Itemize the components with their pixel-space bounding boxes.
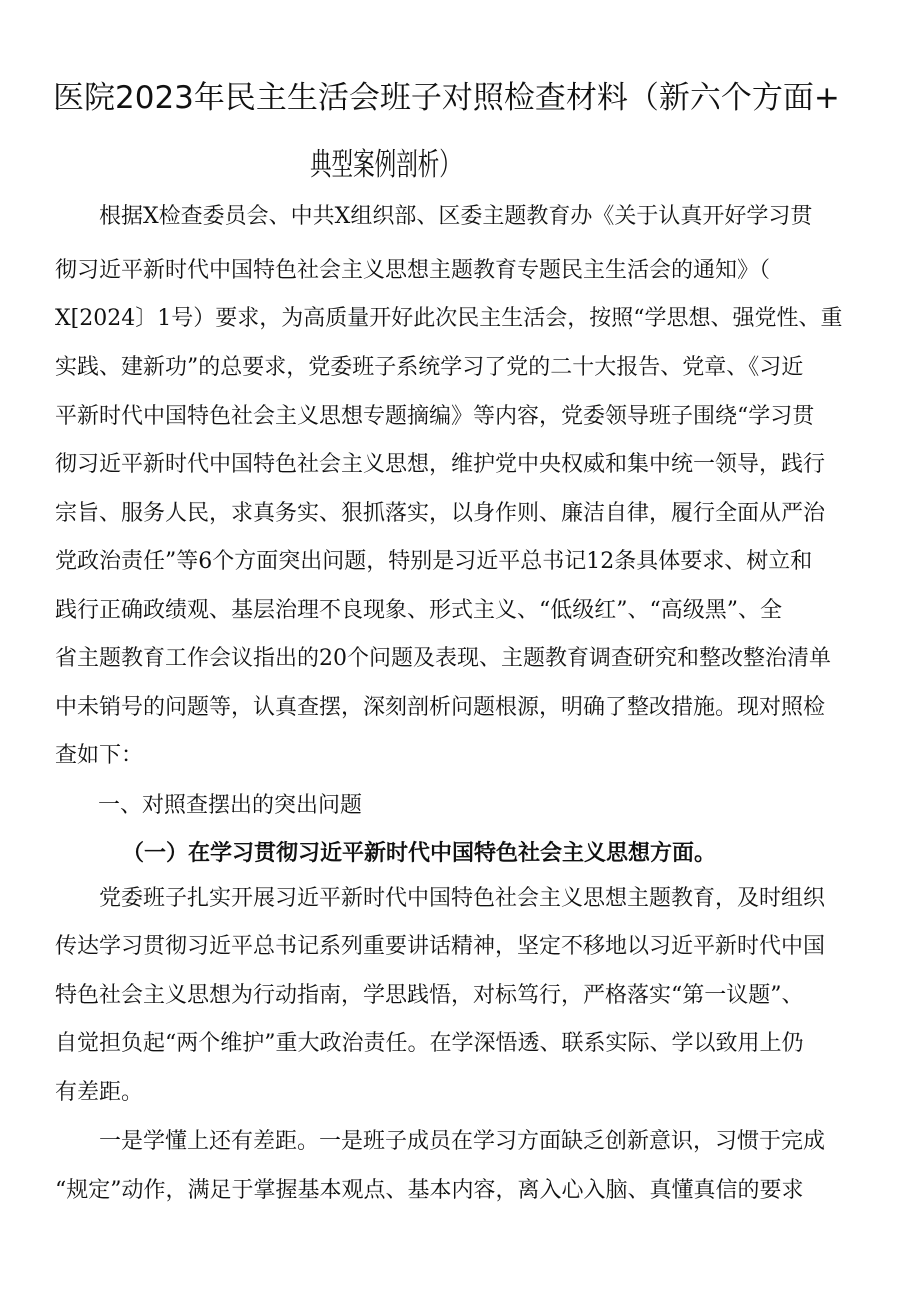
paragraph-line: 党委班子扎实开展习近平新时代中国特色社会主义思想主题教育，及时组织 xyxy=(55,886,826,911)
section-heading: 一、对照查摆出的突出问题 xyxy=(98,793,363,818)
intro-line: 中未销号的问题等，认真查摆，深刻剖析问题根源，明确了整改措施。现对照检 xyxy=(55,695,826,720)
paragraph-line: “规定”动作，满足于掌握基本观点、基本内容，离入心入脑、真懂真信的要求 xyxy=(55,1178,804,1203)
intro-line: 省主题教育工作会议指出的20个问题及表现、主题教育调查研究和整改整治清单 xyxy=(55,646,831,671)
intro-line: 实践、建新功”的总要求，党委班子系统学习了党的二十大报告、党章、《习近 xyxy=(55,355,804,380)
intro-line: 平新时代中国特色社会主义思想专题摘编》等内容，党委领导班子围绕“学习贯 xyxy=(55,404,815,429)
intro-line: 党政治责任”等6个方面突出问题，特别是习近平总书记12条具体要求、树立和 xyxy=(55,549,813,574)
intro-line: 彻习近平新时代中国特色社会主义思想，维护党中央权威和集中统一领导，践行 xyxy=(55,452,826,477)
document-title-line-1: 医院2023年民主生活会班子对照检查材料（新六个方面+ xyxy=(53,80,840,116)
subsection-heading: （一）在学习贯彻习近平新时代中国特色社会主义思想方面。 xyxy=(122,840,717,866)
intro-line: 宗旨、服务人民，求真务实、狠抓落实，以身作则、廉洁自律，履行全面从严治 xyxy=(55,501,826,526)
intro-line: X[2024〕1号）要求，为高质量开好此次民主生活会，按照“学思想、强党性、重 xyxy=(55,306,843,331)
paragraph-line: 传达学习贯彻习近平总书记系列重要讲话精神，坚定不移地以习近平新时代中国 xyxy=(55,934,826,959)
paragraph-line: 一是学懂上还有差距。一是班子成员在学习方面缺乏创新意识，习惯于完成 xyxy=(55,1129,826,1154)
paragraph-line: 特色社会主义思想为行动指南，学思践悟，对标笃行，严格落实“第一议题”、 xyxy=(55,983,804,1008)
paragraph-line: 有差距。 xyxy=(55,1080,144,1105)
document-title-line-2: 典型案例剖析） xyxy=(310,147,461,183)
intro-line: 查如下： xyxy=(55,743,144,768)
intro-line: 彻习近平新时代中国特色社会主义思想主题教育专题民主生活会的通知》（ xyxy=(55,258,771,283)
intro-line: 根据X检查委员会、中共X组织部、区委主题教育办《关于认真开好学习贯 xyxy=(55,204,813,229)
intro-line: 践行正确政绩观、基层治理不良现象、形式主义、“低级红”、“高级黑”、全 xyxy=(55,598,782,623)
paragraph-line: 自觉担负起“两个维护”重大政治责任。在学深悟透、联系实际、学以致用上仍 xyxy=(55,1031,804,1056)
